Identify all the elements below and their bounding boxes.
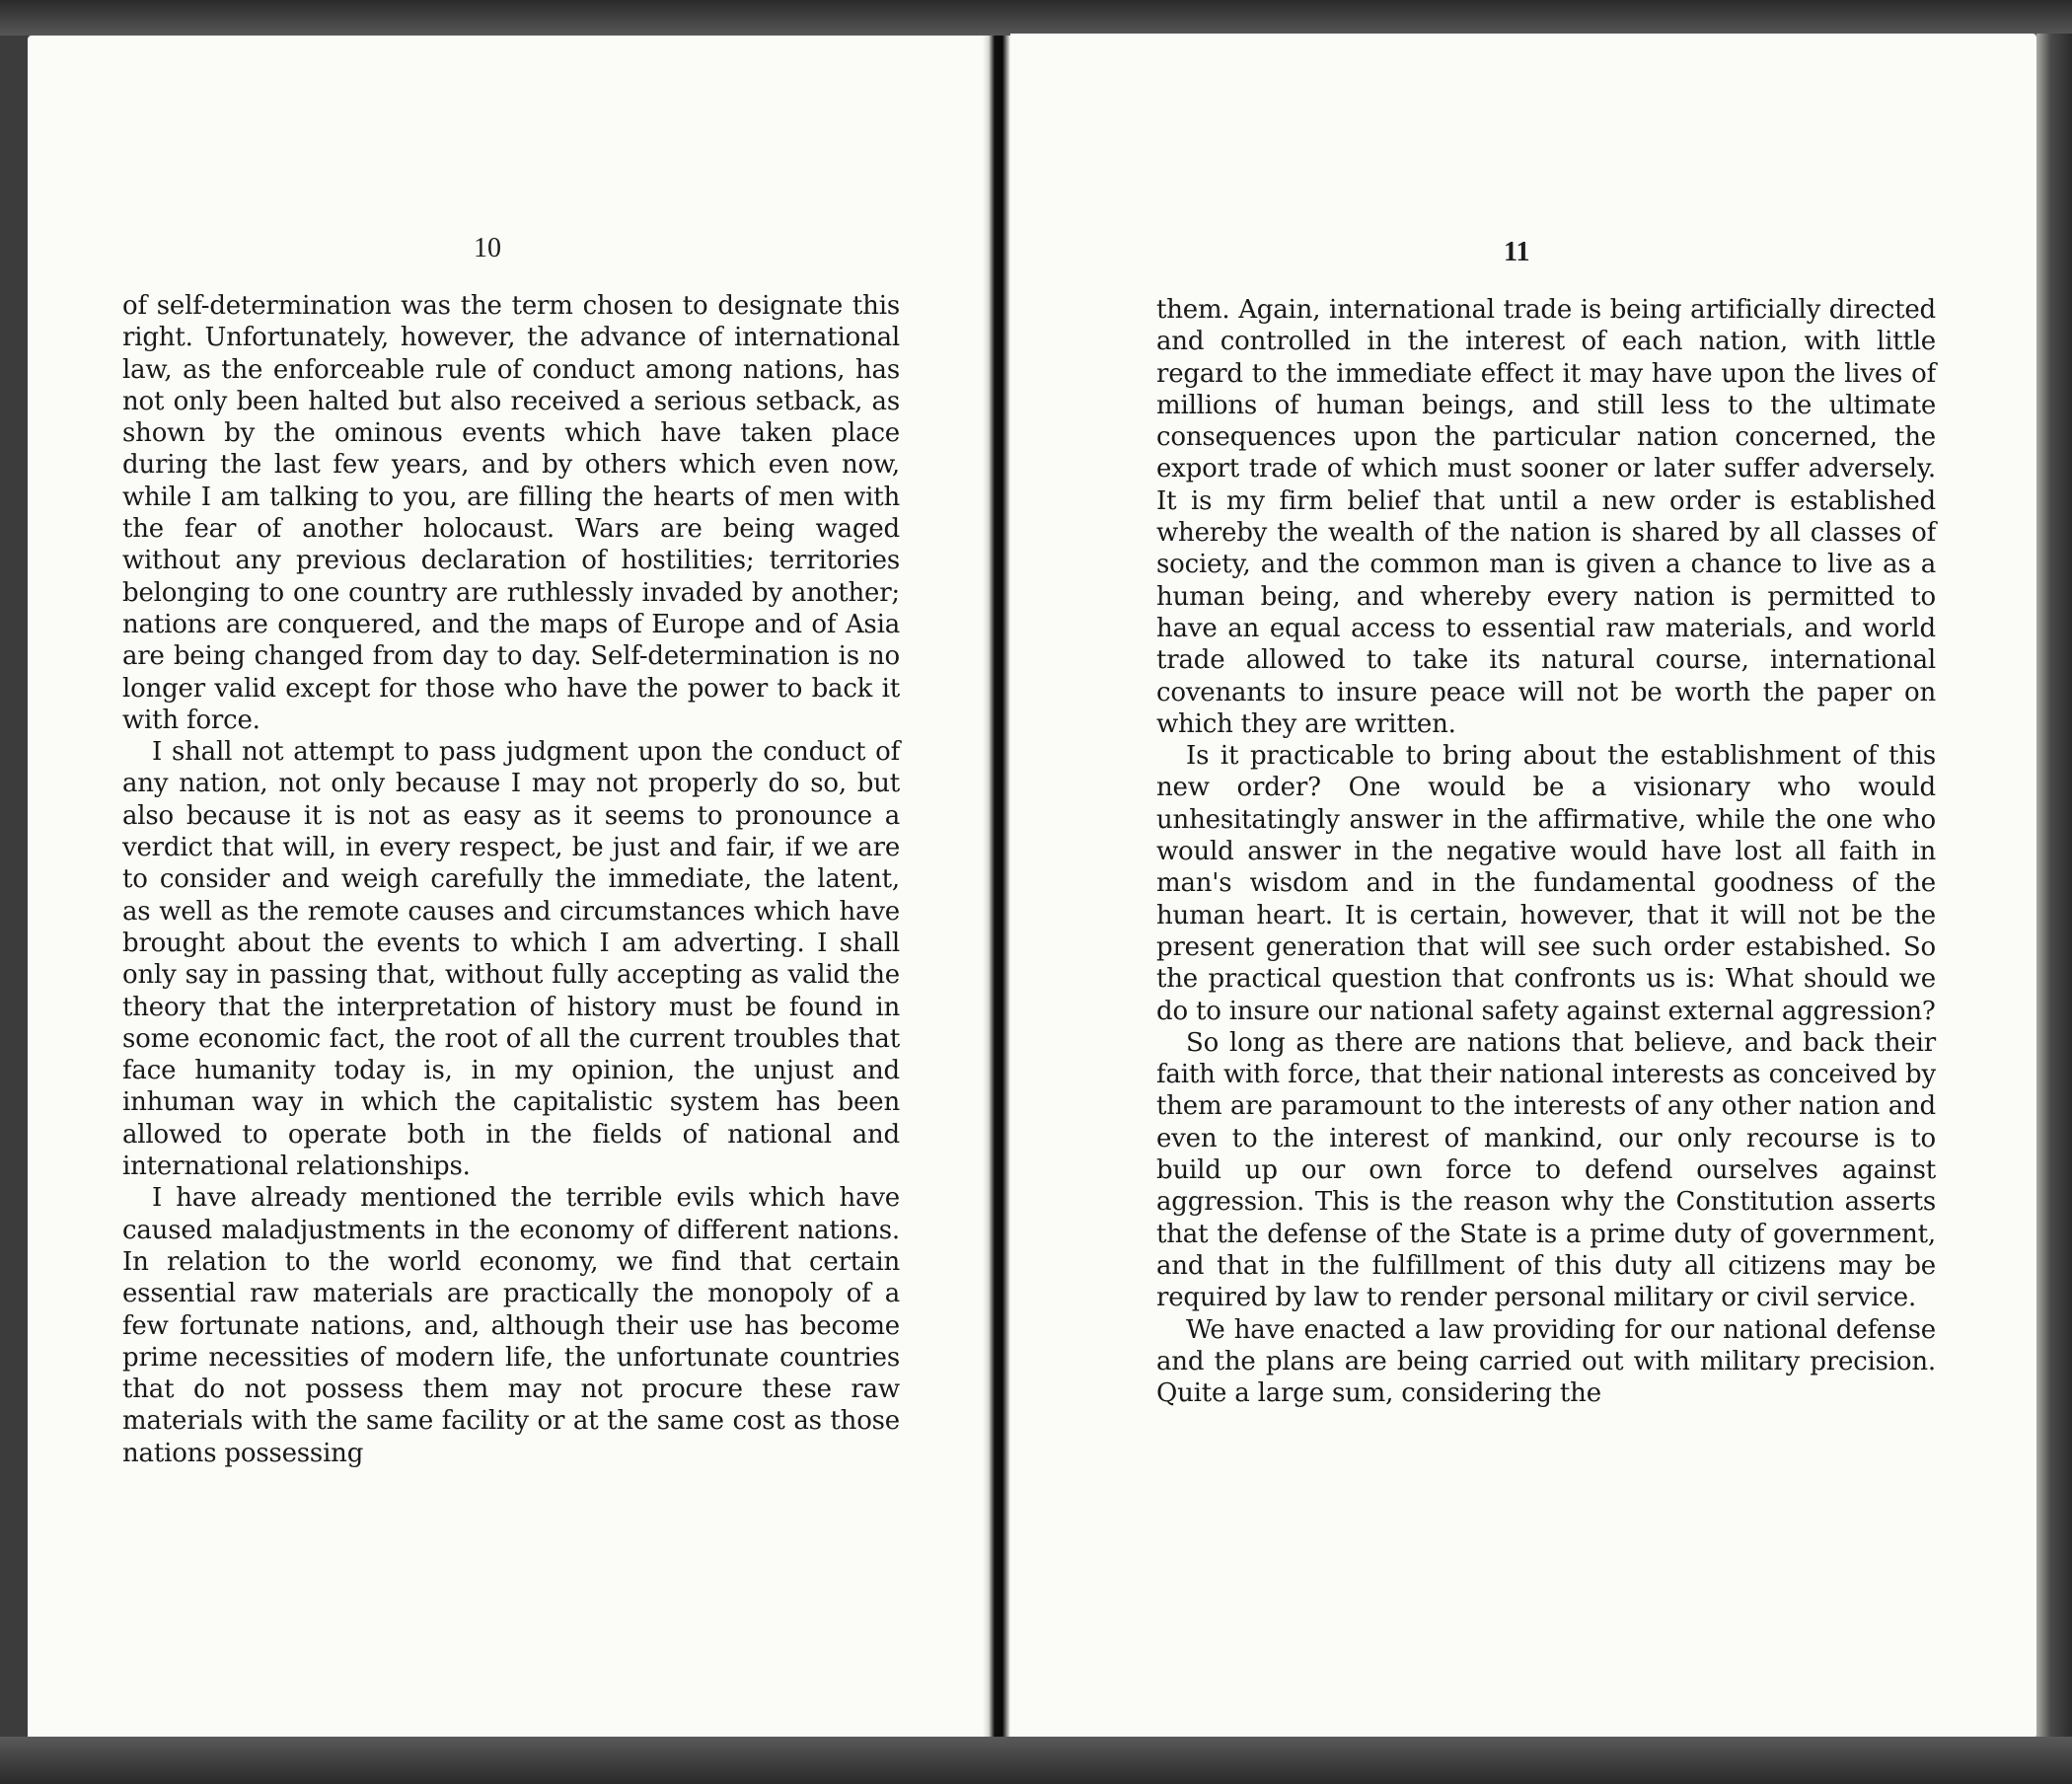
scanner-bottom-edge [0, 1737, 2072, 1784]
right-page [1010, 34, 2036, 1739]
scanner-right-edge [2036, 34, 2072, 1739]
book-gutter [983, 36, 1010, 1739]
left-paragraph-2: I shall not attempt to pass judgment upon the conduct of any nation, not only because I may not properly do so, but also because it is not as easy as it seems to pronounce a verdict that will, in every respect, be just and fair, if we are to consider and weigh carefully the immediate, the latent, as well as the remote causes and circumstances which have brought about the events to which I am adverting. I shall only say in passing that, without fully accepting as valid the theory that the interpretation of history must be found in some economic fact, the root of all the current troubles that face humanity today is, in my opinion, the unjust and inhuman way in which the capitalistic system has been allowed to operate both in the fields of national and international relationships. [122, 737, 900, 1182]
left-page-number: 10 [474, 233, 501, 263]
right-page-number: 11 [1504, 237, 1530, 267]
right-paragraph-4: We have enacted a law providing for our national defense and the plans are being carried out with military precision. Quite a large sum, considering the [1156, 1314, 1936, 1409]
left-page [28, 36, 985, 1741]
right-paragraph-2: Is it practicable to bring about the establishment of this new order? One would be a visionary who would unhesitatingly answer in the affirmative, while the one who would answer in the negative would have lost all faith in man's wisdom and in the fundamental goodness of the human heart. It is certain, however, that it will not be the present generation that will see such order estabished. So the practical question that confronts us is: What should we do to insure our national safety against external aggression? [1156, 741, 1936, 1026]
right-paragraph-1: them. Again, international trade is being artificially directed and controlled in the interest of each nation, with little regard to the immediate effect it may have upon the lives of millions of human beings, and still less to the ultimate consequences upon the particular nation concerned, the export trade of which must sooner or later suffer adversely. It is my firm belief that until a new order is established whereby the wealth of the nation is shared by all classes of society, and the common man is given a chance to live as a human being, and whereby every nation is permitted to have an equal access to essential raw materials, and world trade allowed to take its natural course, international covenants to insure peace will not be worth the paper on which they are written. [1156, 295, 1936, 739]
left-paragraph-1: of self-determination was the term chosen to designate this right. Unfortunately, however, the advance of international law, as the enforceable rule of conduct among nations, has not only been halted but also received a serious setback, as shown by the ominous events which have taken place during the last few years, and by others which even now, while I am talking to you, are filling the hearts of men with the fear of another holocaust. Wars are being waged without any previous declaration of hostilities; territories belonging to one country are ruthlessly invaded by another; nations are conquered, and the maps of Europe and of Asia are being changed from day to day. Self-determination is no longer valid except for those who have the power to back it with force. [122, 291, 900, 735]
right-page-body [1156, 294, 1936, 1409]
left-paragraph-3: I have already mentioned the terrible evils which have caused maladjustments in the economy of different nations. In relation to the world economy, we find that certain essential raw materials are practically the monopoly of a few fortunate nations, and, although their use has become prime necessities of modern life, the unfortunate countries that do not possess them may not procure these raw materials with the same facility or at the same cost as those nations possessing [122, 1183, 900, 1468]
right-paragraph-3: So long as there are nations that believe, and back their faith with force, that their national interests as conceived by them are paramount to the interests of any other nation and even to the interest of mankind, our only recourse is to build up our own force to defend ourselves against aggression. This is the reason why the Constitution asserts that the defense of the State is a prime duty of government, and that in the fulfillment of this duty all citizens may be required by law to render personal military or civil service. [1156, 1027, 1936, 1313]
left-page-body [122, 290, 900, 1469]
scanner-top-edge [0, 0, 2072, 36]
